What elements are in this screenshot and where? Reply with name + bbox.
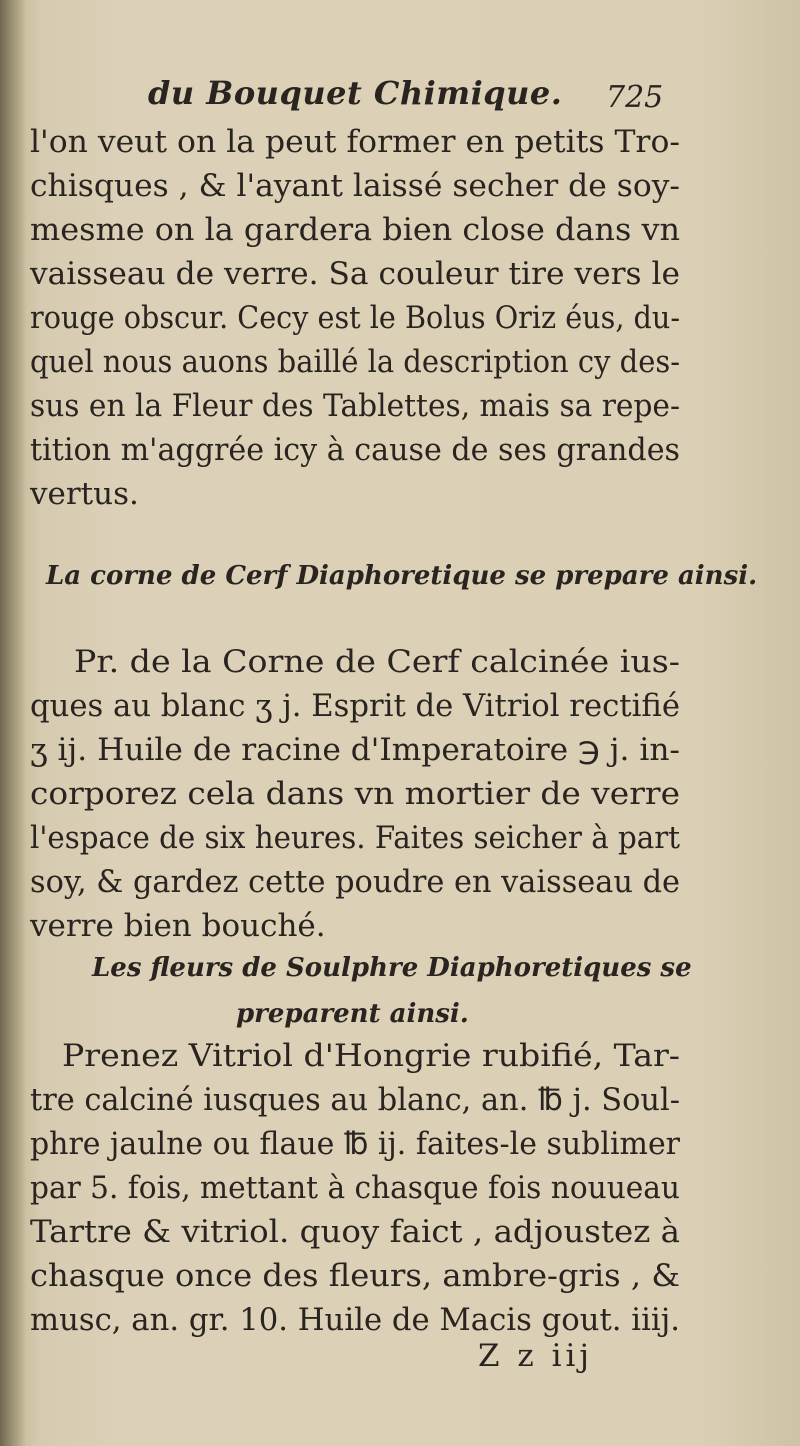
text-line: rouge obscur. Cecy est le Bolus Oriz éus, du- [30,300,680,336]
signature-mark: Z z iij [478,1338,594,1374]
text-line: ques au blanc ʒ j. Esprit de Vitriol rectifié [30,688,680,724]
text-line: Prenez Vitriol d'Hongrie rubifié, Tar- [62,1038,680,1074]
text-line: l'espace de six heures. Faites seicher à part [30,820,680,856]
text-line: mesme on la gardera bien close dans vn [30,212,680,248]
text-line: chisques , & l'ayant laissé secher de soy- [30,168,681,204]
book-spine-shadow [0,0,26,1446]
text-line: sus en la Fleur des Tablettes, mais sa repe- [30,388,680,424]
text-line: phre jaulne ou flaue ℔ ij. faites-le sublimer [30,1126,680,1162]
text-line: tition m'aggrée icy à cause de ses grandes [30,432,680,468]
text-line: vertus. [30,476,139,512]
text-line: chasque once des fleurs, ambre-gris , & [30,1258,680,1294]
text-line: tre calciné iusques au blanc, an. ℔ j. Soul- [30,1082,680,1118]
text-line: l'on veut on la peut former en petits Tro- [30,124,680,160]
section-heading-continued: preparent ainsi. [236,999,469,1029]
text-line: vaisseau de verre. Sa couleur tire vers le [30,256,680,292]
running-title: du Bouquet Chimique. [148,74,563,112]
text-line: par 5. fois, mettant à chasque fois nouueau [30,1170,680,1206]
section-heading: La corne de Cerf Diaphoretique se prepare ainsi. [46,561,758,591]
text-line: Pr. de la Corne de Cerf calcinée ius- [74,644,680,680]
text-line: corporez cela dans vn mortier de verre [30,776,680,812]
text-line: soy, & gardez cette poudre en vaisseau de [30,864,680,900]
text-line: musc, an. gr. 10. Huile de Macis gout. iiij. [30,1302,680,1338]
text-line: verre bien bouché. [30,908,326,944]
section-heading: Les fleurs de Soulphre Diaphoretiques se [92,953,692,983]
page-header [0,68,800,118]
text-line: Tartre & vitriol. quoy faict , adjoustez à [30,1214,680,1250]
text-line: ʒ ij. Huile de racine d'Imperatoire ℈ j. in- [30,732,680,768]
text-line: quel nous auons baillé la description cy des- [30,344,680,380]
page-number: 725 [606,80,664,115]
